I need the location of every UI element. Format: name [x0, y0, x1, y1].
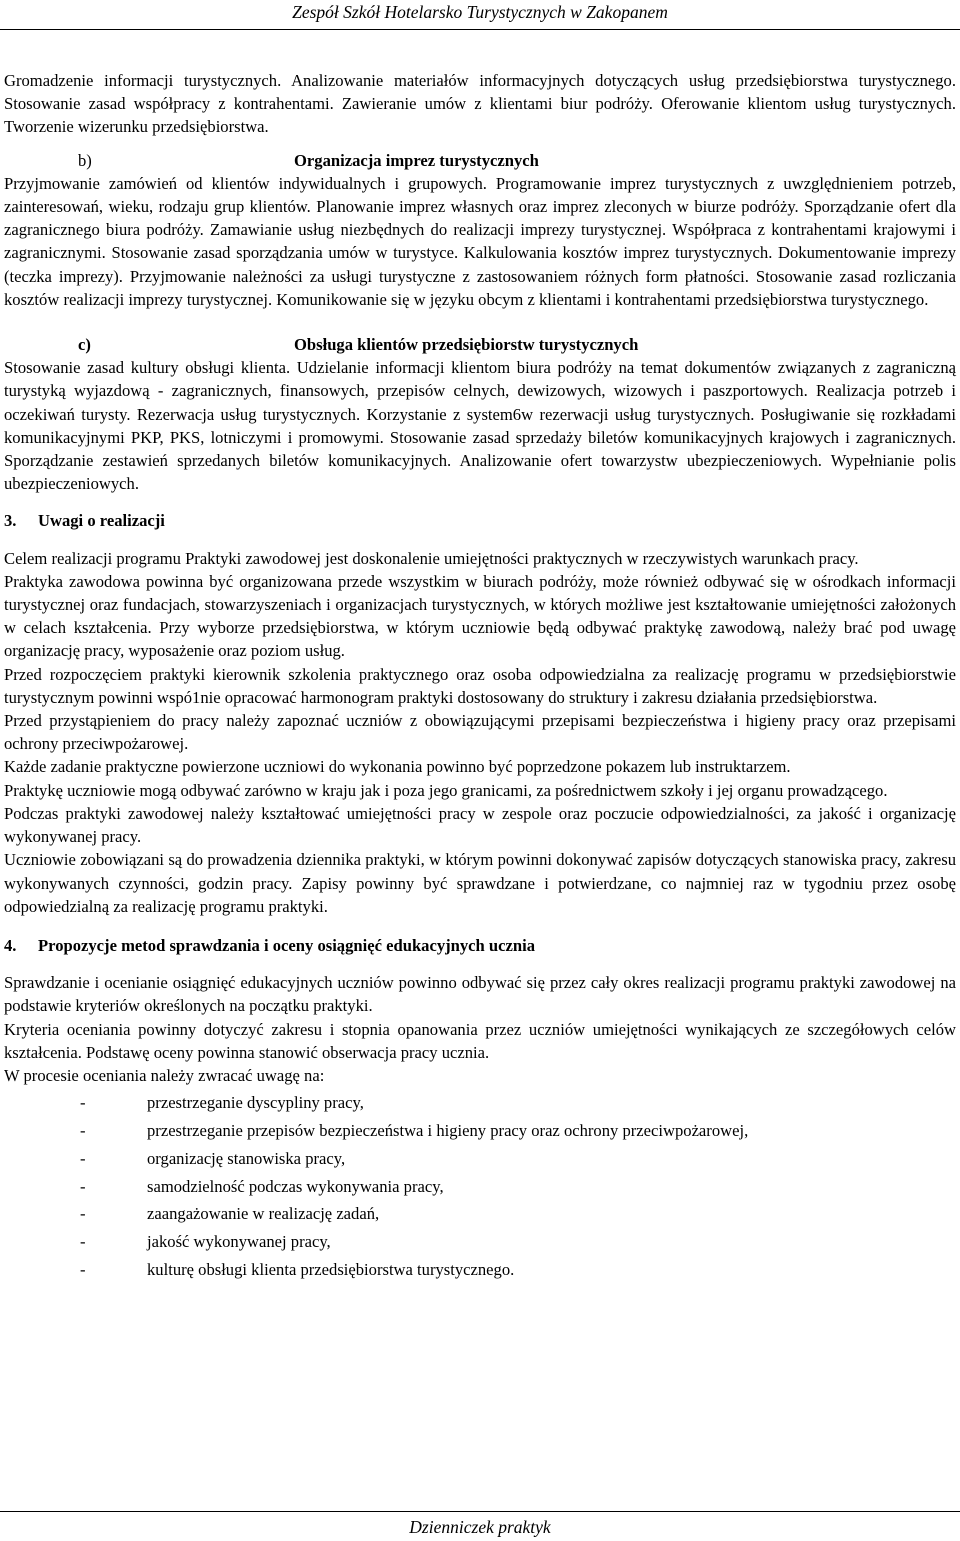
section-4-paragraph: Kryteria oceniania powinny dotyczyć zakresu i stopnia opanowania przez uczniów umiejętności wynikających ze szczegółowych celów kształcenia. Podstawę oceny powinna stanowić obserwacja pracy ucznia. [4, 1019, 956, 1062]
section-4-number: 4. [4, 935, 17, 955]
list-dash: - [80, 1120, 86, 1140]
section-3-paragraph: Podczas praktyki zawodowej należy kształtować umiejętności pracy w zespole oraz poczucie odpowiedzialności, za jakość i organizację wykonywanej pracy. [4, 803, 956, 847]
list-item [4, 1117, 956, 1145]
list-item [4, 1256, 956, 1284]
list-item-text: zaangażowanie w realizację zadań, [147, 1204, 380, 1224]
list-dash: - [80, 1204, 86, 1224]
section-3-paragraph: Przed przystąpieniem do pracy należy zapoznać uczniów z obowiązującymi przepisami bezpieczeństwa i higieny pracy oraz przepisami ochrony przeciwpożarowej. [4, 711, 956, 754]
list-item [4, 1200, 956, 1228]
section-4-heading [4, 934, 956, 957]
section-3-paragraph: Celem realizacji programu Praktyki zawodowej jest doskonalenie umiejętności praktycznych w rzeczywistych warunkach pracy. [4, 548, 859, 568]
header-title: Zespół Szkół Hotelarsko Turystycznych w Zakopanem [292, 2, 668, 22]
list-item-text: przestrzeganie przepisów bezpieczeństwa i higieny pracy oraz ochrony przeciwpożarowej, [147, 1120, 749, 1140]
section-3-number: 3. [4, 511, 17, 531]
section-c-title: Obsługa klientów przedsiębiorstw turystycznych [294, 335, 639, 355]
footer-divider [0, 1511, 960, 1512]
page-header [0, 0, 960, 28]
footer-title: Dzienniczek praktyk [409, 1517, 551, 1537]
section-3-body [4, 547, 956, 918]
section-3-paragraph: Praktykę uczniowie mogą odbywać zarówno w kraju jak i poza jego granicami, za pośrednictwem szkoły i jej organu prowadzącego. [4, 780, 888, 800]
list-item-text: samodzielność podczas wykonywania pracy, [147, 1176, 444, 1196]
criteria-list [4, 1089, 956, 1284]
list-dash: - [80, 1148, 86, 1168]
section-3-paragraph: Przed rozpoczęciem praktyki kierownik szkolenia praktycznego oraz osoba odpowiedzialna za realizację programu w przedsiębiorstwie turystycznym powinni wspó1nie opracować harmonogram praktyki dostosowany do struktury i zakresu działania przedsiębiorstwa. [4, 664, 956, 707]
section-3-heading [4, 509, 956, 532]
section-4-body [4, 971, 956, 1087]
section-b-letter: b) [78, 150, 92, 170]
list-item [4, 1173, 956, 1201]
list-item [4, 1089, 956, 1117]
section-3-paragraph: Praktyka zawodowa powinna być organizowana przede wszystkim w biurach podróży, może również odbywać się w ośrodkach informacji turystycznej oraz fundacjach, stowarzyszeniach i organizacjach turystycznych, w których możliwe jest kształtowanie umiejętności założonych w celach kształcenia. Przy wyborze przedsiębiorstwa, w którym uczniowie będą odbywać praktykę zawodową, należy brać pod uwagę organizację pracy, wyposażenie oraz poziom usług. [4, 571, 956, 661]
list-item [4, 1228, 956, 1256]
intro-paragraph: Gromadzenie informacji turystycznych. Analizowanie materiałów informacyjnych dotyczących usług przedsiębiorstwa turystycznego. Stosowanie zasad współpracy z kontrahentami. Zawieranie umów z klientami biur podróży. Oferowanie klientom usług turystycznych. Tworzenie wizerunku przedsiębiorstwa. [4, 71, 956, 137]
list-dash: - [80, 1176, 86, 1196]
page-footer [0, 1516, 960, 1538]
list-item-text: kulturę obsługi klienta przedsiębiorstwa turystycznego. [147, 1259, 515, 1279]
section-b-title: Organizacja imprez turystycznych [294, 150, 539, 170]
page-content [4, 69, 956, 1284]
section-c-heading [4, 333, 956, 356]
list-dash: - [80, 1232, 86, 1252]
section-3-paragraph: Uczniowie zobowiązani są do prowadzenia dziennika praktyki, w którym powinni dokonywać zapisów dotyczących stanowiska pracy, zakresu wykonywanych czynności, godzin pracy. Zapisy powinny być sprawdzane i potwierdzane, co najmniej raz w tygodniu przez osobę odpowiedzialną za realizację programu praktyki. [4, 850, 956, 916]
section-b-text: Przyjmowanie zamówień od klientów indywidualnych i grupowych. Programowanie imprez turystycznych z uwzględnieniem potrzeb, zainteresowań, wieku, rodzaju grup klientów. Planowanie imprez własnych oraz imprez zleconych w biurze podróży. Sporządzanie ofert dla zagranicznego biura podróży. Zamawianie usług niezbędnych do realizacji imprezy turystycznej. Współpraca z kontrahentami krajowymi i zagranicznymi. Stosowanie zasad sporządzania umów w turystyce. Kalkulowania kosztów imprez turystycznych. Dokumentowanie imprezy (teczka imprezy). Przyjmowanie należności za usługi turystyczne z zastosowaniem różnych form płatności. Stosowanie zasad rozliczania kosztów realizacji imprezy turystycznej. Komunikowanie się w języku obcym z klientami i kontrahentami przedsiębiorstwa turystycznego. [4, 173, 956, 309]
section-4-title: Propozycje metod sprawdzania i oceny osiągnięć edukacyjnych ucznia [38, 935, 536, 955]
list-item-text: jakość wykonywanej pracy, [147, 1232, 331, 1252]
list-dash: - [80, 1259, 86, 1279]
list-dash: - [80, 1093, 86, 1113]
section-4-paragraph: Sprawdzanie i ocenianie osiągnięć edukacyjnych uczniów powinno odbywać się przez cały okres realizacji programu praktyki zawodowej na podstawie kryteriów określonych na początku praktyki. [4, 973, 956, 1016]
section-4-paragraph: W procesie oceniania należy zwracać uwagę na: [4, 1065, 325, 1085]
list-item-text: przestrzeganie dyscypliny pracy, [147, 1093, 364, 1113]
section-3-paragraph: Każde zadanie praktyczne powierzone uczniowi do wykonania powinno być poprzedzone pokazem lub instruktarzem. [4, 757, 791, 777]
section-b-heading [4, 149, 956, 172]
section-c-letter: c) [78, 335, 91, 355]
section-3-title: Uwagi o realizacji [38, 511, 165, 531]
list-item-text: organizację stanowiska pracy, [147, 1148, 346, 1168]
section-c-text: Stosowanie zasad kultury obsługi klienta. Udzielanie informacji klientom biura podróży na temat dokumentów związanych z zagraniczną turystyką wyjazdową - zagranicznych, finansowych, przepisów celnych, dewizowych, wizowych i paszportowych. Realizacja potrzeb i oczekiwań turysty. Rezerwacja usług turystycznych. Korzystanie z system6w rezerwacji usług turystycznych. Posługiwanie się rozkładami komunikacyjnymi PKP, PKS, lotniczymi i promowymi. Stosowanie zasad sprzedaży biletów komunikacyjnych krajowych i zagranicznych. Sporządzanie zestawień sprzedanych biletów komunikacyjnych. Analizowanie ofert towarzystw ubezpieczeniowych. Wypełnianie polis ubezpieczeniowych. [4, 358, 956, 494]
header-divider [0, 29, 960, 30]
list-item [4, 1145, 956, 1173]
